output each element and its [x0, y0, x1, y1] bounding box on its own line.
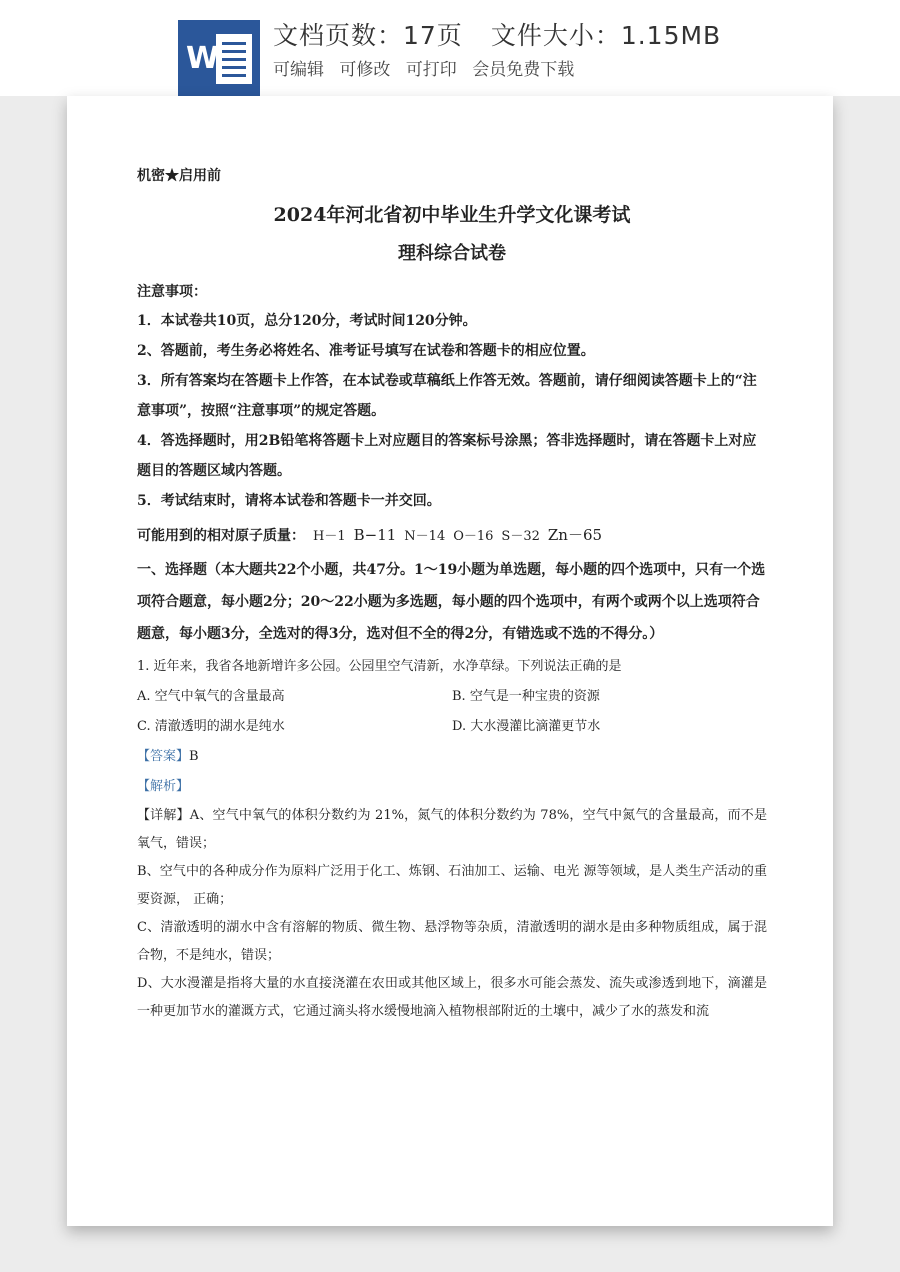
question-1: 1. 近年来，我省各地新增许多公园。公园里空气清新，水净草绿。下列说法正确的是	[137, 659, 622, 674]
option-b: B. 空气是一种宝贵的资源	[452, 689, 600, 704]
notice-item: 5．考试结束时，请将本试卷和答题卡一并交回。	[137, 493, 441, 509]
answer-tag: 【答案】	[137, 749, 190, 764]
notice-heading: 注意事项：	[137, 284, 207, 300]
exam-title: 2024年河北省初中毕业生升学文化课考试	[273, 204, 631, 226]
file-size: 文件大小：1.15MB	[490, 21, 722, 50]
notice-item: 2、答题前，考生务必将姓名、准考证号填写在试卷和答题卡的相应位置。	[137, 343, 595, 359]
detail-paragraph: D、大水漫灌是指将大量的水直接浇灌在农田或其他区域上，很多水可能会蒸发、流失或渗透到地下，滴灌是一种更加节水的灌溉方式，它通过滴头将水缓慢地滴入植物根部附近的土壤中，减少了水的蒸发和流	[137, 976, 767, 1019]
detail-paragraph: 【详解】A、空气中氧气的体积分数约为 21%，氮气的体积分数约为 78%，空气中氮气的含量最高，而不是氧气，错误；	[137, 808, 767, 851]
option-d: D. 大水漫灌比滴灌更节水	[452, 719, 601, 734]
page-count: 文档页数：17页	[273, 21, 463, 50]
word-document-icon	[178, 20, 260, 96]
confidential-mark: 机密★启用前	[137, 168, 221, 184]
document-content	[137, 166, 767, 1026]
section-heading: 一、选择题（本大题共22个小题，共47分。1～19小题为单选题，每小题的四个选项中，只有一个选项符合题意，每小题2分；20～22小题为多选题，每小题的四个选项中，有两个或两个以上选项符合题意，每小题3分，全选对的得3分，选对但不全的得2分，有错选或不选的不得分。）	[137, 562, 766, 642]
mass-zn: Zn－65	[547, 526, 603, 544]
icon-letter: W	[186, 41, 220, 76]
document-page	[67, 96, 833, 1226]
option-c: C. 清澈透明的湖水是纯水	[137, 719, 285, 734]
mass-s: S－32	[501, 529, 540, 544]
option-a: A. 空气中氧气的含量最高	[137, 689, 285, 704]
file-info	[273, 16, 721, 52]
feature-modifiable: 可修改	[339, 60, 391, 80]
exam-subtitle: 理科综合试卷	[398, 243, 506, 264]
feature-editable: 可编辑	[273, 60, 324, 80]
mass-n: N－14	[404, 529, 446, 544]
notice-item: 1．本试卷共10页，总分120分，考试时间120分钟。	[137, 313, 477, 329]
mass-h: H－1	[313, 529, 346, 544]
notice-list	[137, 306, 767, 516]
atomic-masses-label: 可能用到的相对原子质量：	[137, 528, 305, 544]
mass-o: O－16	[453, 529, 494, 544]
detail-paragraph: C、清澈透明的湖水中含有溶解的物质、微生物、悬浮物等杂质，清澈透明的湖水是由多种物质组成，属于混合物，不是纯水，错误；	[137, 920, 767, 963]
mass-b: B−11	[353, 526, 397, 544]
analysis-tag: 【解析】	[137, 779, 190, 794]
feature-member-download: 会员免费下载	[472, 60, 575, 80]
atomic-masses	[137, 520, 767, 552]
feature-printable: 可打印	[405, 60, 457, 80]
notice-item: 3．所有答案均在答题卡上作答，在本试卷或草稿纸上作答无效。答题前，请仔细阅读答题卡上的“注意事项”，按照“注意事项”的规定答题。	[137, 373, 757, 419]
answer-line	[137, 742, 767, 772]
detail-paragraph: B、空气中的各种成分作为原料广泛用于化工、炼钢、石油加工、运输、电光 源等领域，是人类生产活动的重要资源， 正确；	[137, 864, 767, 907]
header-banner	[0, 0, 900, 96]
feature-list	[273, 55, 584, 80]
question-1-options	[137, 682, 767, 742]
answer-value: B	[189, 749, 199, 764]
notice-item: 4．答选择题时，用2B铅笔将答题卡上对应题目的答案标号涂黑；答非选择题时，请在答题卡上对应题目的答题区域内答题。	[137, 433, 757, 479]
